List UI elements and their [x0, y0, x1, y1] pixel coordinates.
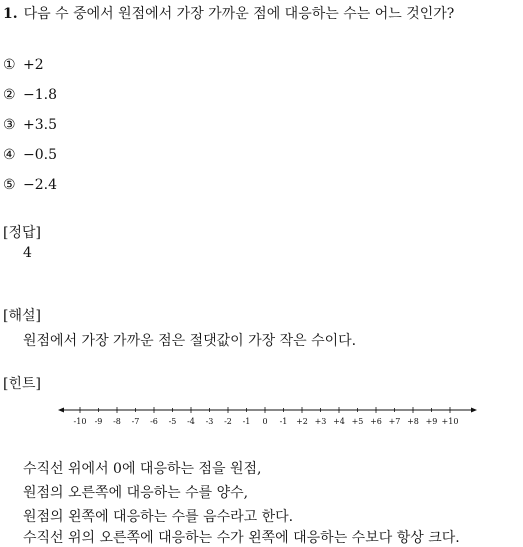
option-value: −1.8	[23, 87, 57, 103]
option-value: −2.4	[23, 177, 57, 193]
number-line-tick-label: +7	[388, 417, 401, 426]
option-3[interactable]	[3, 117, 57, 133]
number-line-tick-label: -9	[94, 417, 103, 426]
option-marker: ①	[3, 57, 16, 73]
number-line-tick-label: +9	[425, 417, 438, 426]
option-value: −0.5	[23, 147, 57, 163]
option-marker: ⑤	[3, 177, 16, 193]
number-line-tick-label: -5	[168, 417, 177, 426]
number-line-tick-label: -3	[205, 417, 214, 426]
answer-label: [정답]	[3, 225, 41, 241]
option-marker: ②	[3, 87, 16, 103]
option-5[interactable]	[3, 177, 57, 193]
option-value: +3.5	[23, 117, 57, 133]
left-arrow-icon	[58, 408, 64, 413]
number-line-tick-label: -7	[131, 417, 140, 426]
number-line-tick-label: +2	[296, 417, 308, 426]
number-line-tick-label: +10	[441, 417, 459, 426]
explanation-label: [해설]	[3, 308, 41, 324]
option-marker: ③	[3, 117, 16, 133]
option-2[interactable]	[3, 87, 57, 103]
hint-line-3: 원점의 왼쪽에 대응하는 수를 음수라고 한다.	[23, 509, 294, 525]
hint-label: [힌트]	[3, 376, 41, 392]
number-line-tick-label: -1	[242, 417, 251, 426]
number-line-tick-label: -10	[73, 417, 87, 426]
hint-line-2: 원점의 오른쪽에 대응하는 수를 양수,	[23, 485, 249, 501]
hint-line-1: 수직선 위에서 0에 대응하는 점을 원점,	[23, 461, 262, 477]
option-4[interactable]	[3, 147, 57, 163]
number-line-tick-label: +6	[370, 417, 382, 426]
number-line-tick-label: 0	[262, 417, 268, 426]
number-line	[0, 395, 523, 435]
number-line-tick-label: +3	[314, 417, 327, 426]
number-line-tick-label: -6	[150, 417, 158, 426]
option-value: +2	[23, 57, 44, 73]
number-line-tick-label: +8	[407, 417, 419, 426]
explanation-text: 원점에서 가장 가까운 점은 절댓값이 가장 작은 수이다.	[23, 333, 357, 349]
question-text: 다음 수 중에서 원점에서 가장 가까운 점에 대응하는 수는 어느 것인가?	[23, 6, 455, 22]
hint-line-4: 수직선 위의 오른쪽에 대응하는 수가 왼쪽에 대응하는 수보다 항상 크다.	[23, 530, 460, 546]
answer-value: 4	[23, 245, 32, 261]
question-number: 1.	[3, 6, 18, 22]
option-1[interactable]	[3, 57, 44, 73]
number-line-tick-label: -1	[279, 417, 288, 426]
number-line-tick-label: -4	[187, 417, 195, 426]
number-line-tick-label: +5	[351, 417, 364, 426]
option-marker: ④	[3, 147, 16, 163]
number-line-tick-label: -8	[113, 417, 121, 426]
question-title	[3, 3, 454, 23]
number-line-tick-label: -2	[224, 417, 232, 426]
number-line-tick-label: +4	[333, 417, 345, 426]
right-arrow-icon	[471, 408, 477, 413]
